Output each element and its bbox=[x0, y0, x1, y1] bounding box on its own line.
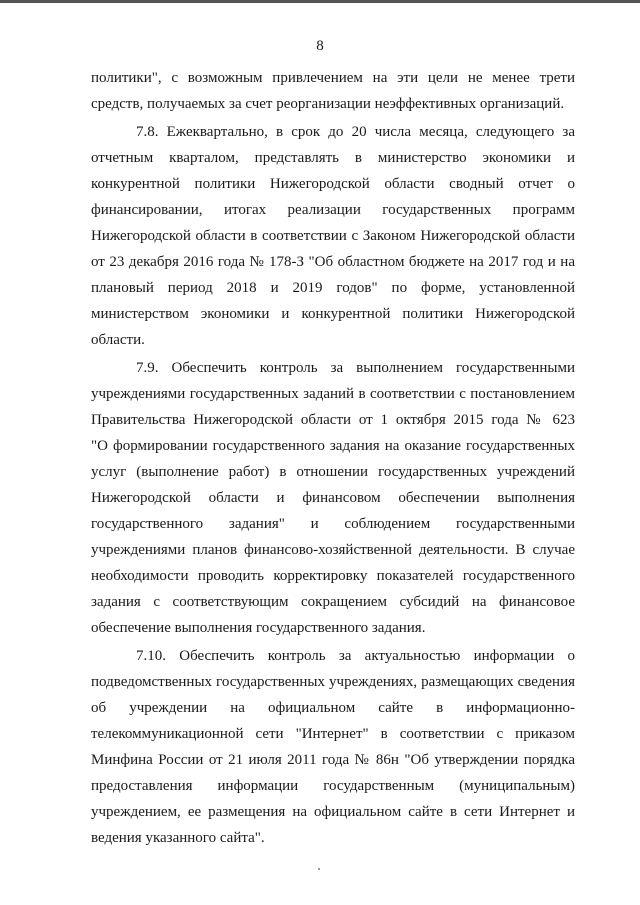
scan-top-border bbox=[0, 0, 640, 3]
text-line: услуг (выполнение работ) в отношении государственных учреждений bbox=[91, 464, 575, 480]
text-line: обеспечение выполнения государственного задания. bbox=[91, 620, 426, 636]
text-line: государственного задания" и соблюдением государственными bbox=[91, 516, 575, 532]
page-number: 8 bbox=[316, 38, 324, 54]
text-line: ведения указанного сайта". bbox=[91, 830, 265, 846]
text-line: отчетным кварталом, представлять в министерство экономики и bbox=[91, 150, 575, 166]
text-line: плановый период 2018 и 2019 годов" по форме, установленной bbox=[91, 280, 575, 296]
text-line: учреждениями государственных заданий в соответствии с постановлением bbox=[91, 386, 575, 402]
text-line: предоставления информации государственным (муниципальным) bbox=[91, 778, 575, 794]
paragraph-7-8-first-line: 7.8. Ежеквартально, в срок до 20 числа месяца, следующего за bbox=[136, 124, 575, 140]
text-line: Минфина России от 21 июля 2011 года № 86н "Об утверждении порядка bbox=[91, 752, 575, 768]
text-line: от 23 декабря 2016 года № 178-З "Об областном бюджете на 2017 год и на bbox=[91, 254, 575, 270]
text-line: средств, получаемых за счет реорганизации неэффективных организаций. bbox=[91, 96, 565, 112]
text-line: Правительства Нижегородской области от 1 октября 2015 года № 623 bbox=[91, 412, 575, 428]
text-line: Нижегородской области и финансовом обеспечении выполнения bbox=[91, 490, 575, 506]
text-line: министерством экономики и конкурентной политики Нижегородской bbox=[91, 306, 575, 322]
text-line: "О формировании государственного задания на оказание государственных bbox=[91, 438, 575, 454]
scan-speck bbox=[318, 868, 320, 870]
text-line: Нижегородской области в соответствии с Законом Нижегородской области bbox=[91, 228, 575, 244]
text-line: конкурентной политики Нижегородской области сводный отчет о bbox=[91, 176, 575, 192]
text-line: задания с соответствующим сокращением субсидий на финансовое bbox=[91, 594, 575, 610]
text-line: подведомственных государственных учреждениях, размещающих сведения bbox=[91, 674, 575, 690]
text-line: об учреждении на официальном сайте в информационно- bbox=[91, 700, 575, 716]
paragraph-7-9-first-line: 7.9. Обеспечить контроль за выполнением государственными bbox=[136, 360, 575, 376]
text-line: телекоммуникационной сети "Интернет" в соответствии с приказом bbox=[91, 726, 575, 742]
paragraph-7-10-first-line: 7.10. Обеспечить контроль за актуальностью информации о bbox=[136, 648, 575, 664]
text-line: необходимости проводить корректировку показателей государственного bbox=[91, 568, 575, 584]
text-line: учреждениями планов финансово-хозяйственной деятельности. В случае bbox=[91, 542, 575, 558]
text-line: финансировании, итогах реализации государственных программ bbox=[91, 202, 575, 218]
text-line: учреждением, ее размещения на официальном сайте в сети Интернет и bbox=[91, 804, 575, 820]
text-line: области. bbox=[91, 332, 145, 348]
text-line: политики", с возможным привлечением на эти цели не менее трети bbox=[91, 70, 575, 86]
